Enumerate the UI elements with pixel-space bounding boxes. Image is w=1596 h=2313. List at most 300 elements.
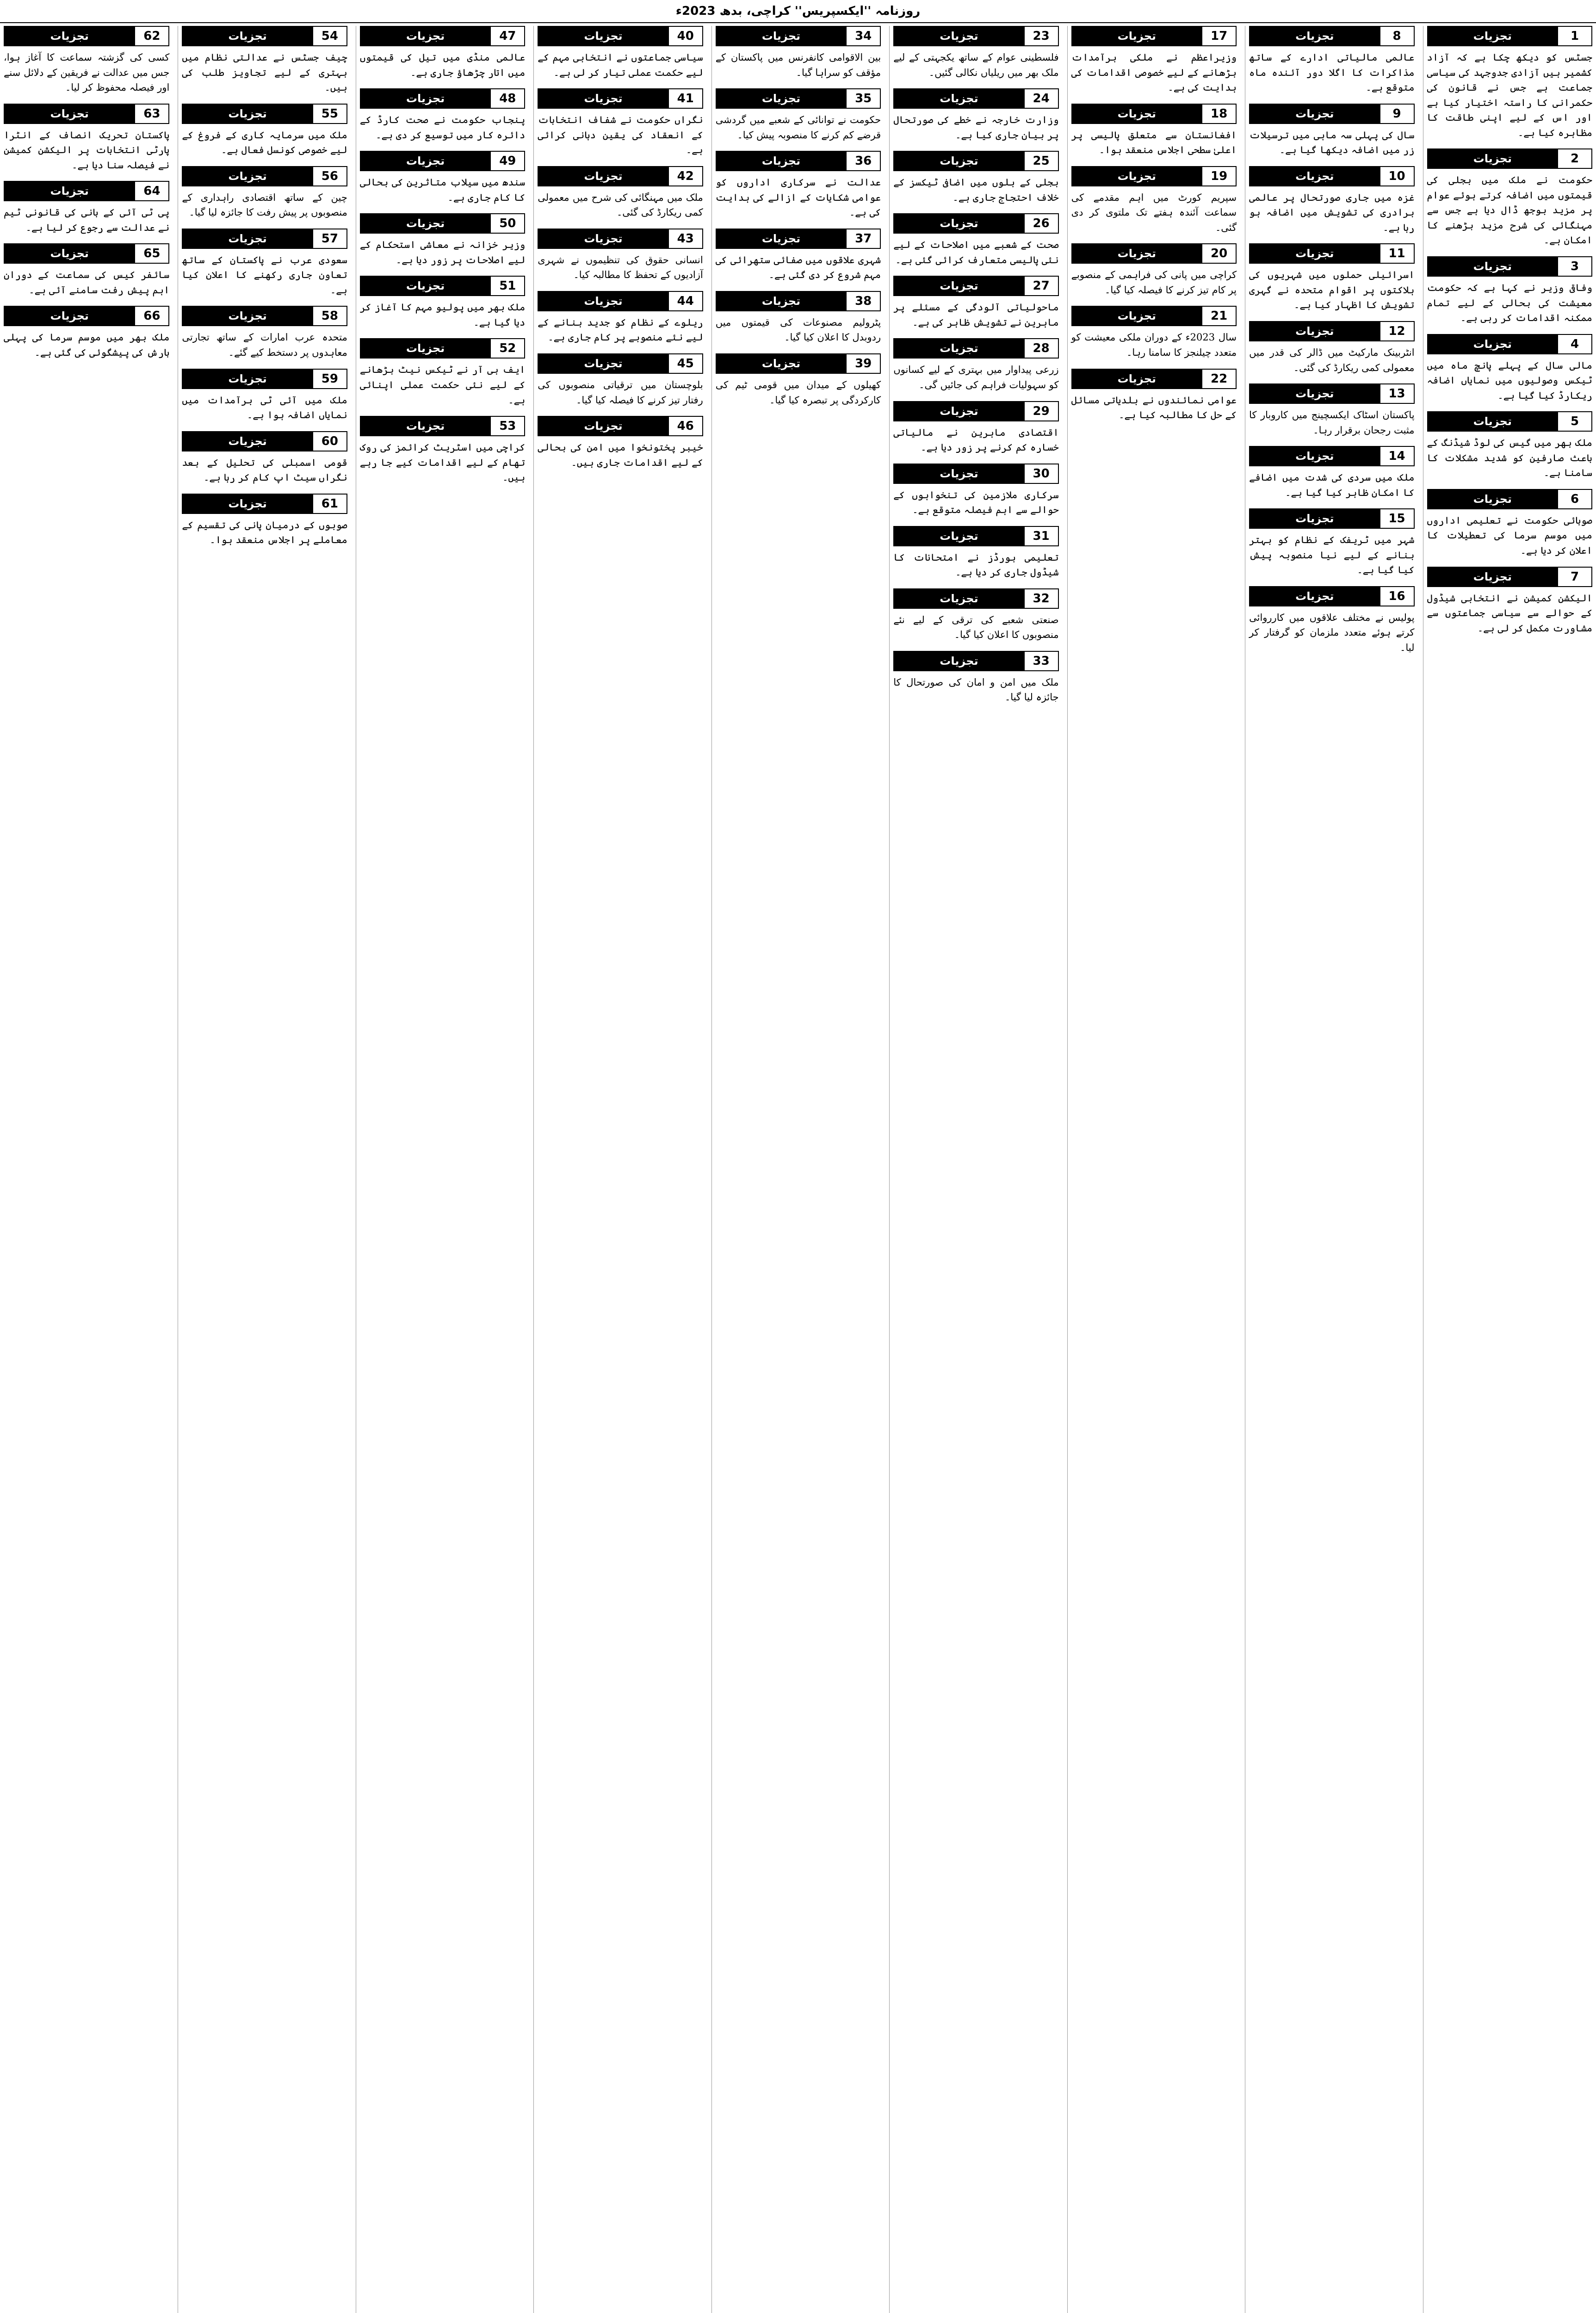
article-body: اقتصادی ماہرین نے مالیاتی خسارہ کم کرنے پر زور دیا ہے۔ xyxy=(893,427,1059,453)
page-masthead: روزنامہ ''ایکسپریس'' کراچی، بدھ 2023ء xyxy=(0,0,1596,23)
article-body: حکومت نے توانائی کے شعبے میں گردشی قرضے کم کرنے کا منصوبہ پیش کیا۔ xyxy=(715,114,881,141)
article-number: 33 xyxy=(1024,652,1058,670)
article-tag: تجزیات xyxy=(361,277,490,295)
article xyxy=(4,243,169,297)
article-number: 23 xyxy=(1024,27,1058,45)
article-body: پی ٹی آئی کے بانی کی قانونی ٹیم نے عدالت سے رجوع کر لیا ہے۔ xyxy=(4,207,170,233)
news-column xyxy=(1423,26,1596,2313)
article-tag: تجزیات xyxy=(894,339,1023,358)
article-number: 39 xyxy=(846,354,880,373)
article-body: ایف بی آر نے ٹیکس نیٹ بڑھانے کے لیے نئی حکمت عملی اپنائی ہے۔ xyxy=(359,364,526,406)
article-header xyxy=(360,151,525,171)
article-number: 37 xyxy=(846,229,880,248)
article xyxy=(893,464,1058,518)
article-tag: تجزیات xyxy=(538,417,668,435)
article-body: پاکستان تحریک انصاف کے انٹرا پارٹی انتخابات پر الیکشن کمیشن نے فیصلہ سنا دیا ہے۔ xyxy=(4,129,170,171)
article-tag: تجزیات xyxy=(1072,244,1201,263)
article-header xyxy=(538,26,703,46)
article-header xyxy=(1427,26,1592,46)
article-body: ملک میں سرمایہ کاری کے فروغ کے لیے خصوصی کونسل فعال ہے۔ xyxy=(182,129,347,156)
article xyxy=(1249,508,1414,578)
article-tag: تجزیات xyxy=(538,167,668,186)
article-tag: تجزیات xyxy=(361,27,490,45)
article xyxy=(893,88,1058,142)
article-tag: تجزیات xyxy=(1072,105,1201,123)
article-header xyxy=(716,88,881,109)
article-header xyxy=(538,88,703,109)
article-number: 30 xyxy=(1024,464,1058,483)
article-header xyxy=(893,401,1058,421)
article xyxy=(1427,148,1592,248)
article xyxy=(1071,243,1237,297)
article xyxy=(4,181,169,235)
article-header xyxy=(1427,334,1592,354)
article-tag: تجزیات xyxy=(538,292,668,310)
article-header xyxy=(893,526,1058,546)
article xyxy=(538,26,703,80)
article xyxy=(360,26,525,80)
article xyxy=(1071,104,1237,158)
article-number: 13 xyxy=(1379,384,1414,403)
article-header xyxy=(182,494,347,514)
article xyxy=(182,431,347,485)
article-number: 11 xyxy=(1379,244,1414,263)
article-tag: تجزیات xyxy=(1250,244,1379,263)
article-tag: تجزیات xyxy=(361,152,490,170)
article-header xyxy=(538,166,703,186)
article-number: 26 xyxy=(1024,214,1058,233)
article-tag: تجزیات xyxy=(717,354,846,373)
article-tag: تجزیات xyxy=(1250,105,1379,123)
article-tag: تجزیات xyxy=(894,464,1023,483)
article-header xyxy=(1249,508,1414,529)
article-header xyxy=(893,651,1058,671)
article-body: حکومت نے ملک میں بجلی کی قیمتوں میں اضافہ کرتے ہوئے عوام پر مزید بوجھ ڈال دیا ہے جس سے مہنگائی کی شرح مزید بڑھنے کا امکان ہے۔ xyxy=(1427,174,1592,246)
news-column xyxy=(356,26,529,2313)
article xyxy=(893,526,1058,580)
article-tag: تجزیات xyxy=(717,229,846,248)
article-number: 51 xyxy=(490,277,524,295)
article xyxy=(716,26,881,80)
article-number: 2 xyxy=(1557,149,1591,168)
article-number: 40 xyxy=(668,27,702,45)
article-body: وزارت خارجہ نے خطے کی صورتحال پر بیان جاری کیا ہے۔ xyxy=(893,114,1059,141)
article-body: سرکاری ملازمین کی تنخواہوں کے حوالے سے اہم فیصلہ متوقع ہے۔ xyxy=(893,489,1059,516)
article-body: تعلیمی بورڈز نے امتحانات کا شیڈول جاری کر دیا ہے۔ xyxy=(893,551,1059,578)
article-tag: تجزیات xyxy=(717,89,846,108)
article xyxy=(893,213,1058,267)
article-tag: تجزیات xyxy=(538,229,668,248)
article-body: ملک میں امن و امان کی صورتحال کا جائزہ لیا گیا۔ xyxy=(893,676,1059,703)
article xyxy=(893,651,1058,705)
article-body: ریلوے کے نظام کو جدید بنانے کے لیے نئے منصوبے پر کام جاری ہے۔ xyxy=(538,316,703,343)
article-body: صنعتی شعبے کی ترقی کے لیے نئے منصوبوں کا اعلان کیا گیا۔ xyxy=(893,614,1059,641)
article-tag: تجزیات xyxy=(5,27,134,45)
article-body: عالمی مالیاتی ادارے کے ساتھ مذاکرات کا اگلا دور آئندہ ماہ متوقع ہے۔ xyxy=(1249,52,1415,93)
article-body: صوبوں کے درمیان پانی کی تقسیم کے معاملے پر اجلاس منعقد ہوا۔ xyxy=(182,519,347,546)
article-number: 34 xyxy=(846,27,880,45)
article xyxy=(1249,26,1414,95)
article-number: 22 xyxy=(1201,370,1236,388)
article xyxy=(1427,26,1592,140)
article-tag: تجزیات xyxy=(894,527,1023,545)
article xyxy=(716,291,881,345)
article xyxy=(1427,411,1592,481)
article-tag: تجزیات xyxy=(538,89,668,108)
article-header xyxy=(893,151,1058,171)
article-tag: تجزیات xyxy=(1250,447,1379,465)
article-tag: تجزیات xyxy=(538,354,668,373)
article-number: 64 xyxy=(134,182,168,200)
article-tag: تجزیات xyxy=(894,89,1023,108)
article-header xyxy=(360,416,525,436)
article-header xyxy=(4,243,169,264)
article-body: انٹربینک مارکیٹ میں ڈالر کی قدر میں معمولی کمی ریکارڈ کی گئی۔ xyxy=(1249,347,1415,373)
article-header xyxy=(4,26,169,46)
article-number: 10 xyxy=(1379,167,1414,186)
article xyxy=(360,88,525,142)
article-body: چیف جسٹس نے عدالتی نظام میں بہتری کے لیے تجاویز طلب کی ہیں۔ xyxy=(182,52,347,93)
article xyxy=(1249,446,1414,500)
article xyxy=(1249,104,1414,158)
article-header xyxy=(1071,306,1237,326)
article xyxy=(716,229,881,283)
article-header xyxy=(1427,411,1592,432)
article xyxy=(538,166,703,220)
article-body: پاکستان اسٹاک ایکسچینج میں کاروبار کا مثبت رجحان برقرار رہا۔ xyxy=(1249,409,1415,436)
news-column xyxy=(533,26,706,2313)
article xyxy=(716,88,881,142)
article-tag: تجزیات xyxy=(361,89,490,108)
article-number: 17 xyxy=(1201,27,1236,45)
news-column xyxy=(711,26,885,2313)
article-body: ماحولیاتی آلودگی کے مسئلے پر ماہرین نے تشویش ظاہر کی ہے۔ xyxy=(893,302,1059,328)
article-header xyxy=(1427,148,1592,169)
article xyxy=(182,306,347,360)
article xyxy=(360,338,525,408)
article-body: وزیراعظم نے ملکی برآمدات بڑھانے کے لیے خصوصی اقدامات کی ہدایت کی ہے۔ xyxy=(1071,52,1237,93)
article-number: 44 xyxy=(668,292,702,310)
article-number: 9 xyxy=(1379,105,1414,123)
article-tag: تجزیات xyxy=(894,652,1023,670)
article-tag: تجزیات xyxy=(1428,27,1557,45)
article xyxy=(1249,383,1414,438)
article-header xyxy=(1249,383,1414,404)
news-column xyxy=(0,26,173,2313)
article-header xyxy=(893,88,1058,109)
article-number: 66 xyxy=(134,307,168,325)
article-body: عدالت نے سرکاری اداروں کو عوامی شکایات کے ازالے کی ہدایت کی ہے۔ xyxy=(715,177,881,218)
article-tag: تجزیات xyxy=(1072,167,1201,186)
article xyxy=(893,401,1058,455)
article-number: 61 xyxy=(312,495,346,513)
article-number: 58 xyxy=(312,307,346,325)
article-body: چین کے ساتھ اقتصادی راہداری کے منصوبوں پر پیش رفت کا جائزہ لیا گیا۔ xyxy=(182,192,347,218)
article xyxy=(1249,166,1414,235)
article-tag: تجزیات xyxy=(717,152,846,170)
article-number: 6 xyxy=(1557,490,1591,508)
article-number: 21 xyxy=(1201,307,1236,325)
article xyxy=(893,26,1058,80)
article-tag: تجزیات xyxy=(1428,568,1557,586)
article-header xyxy=(538,229,703,249)
article-tag: تجزیات xyxy=(183,27,312,45)
article-body: سال کی پہلی سہ ماہی میں ترسیلات زر میں اضافہ دیکھا گیا ہے۔ xyxy=(1249,129,1415,156)
article xyxy=(4,26,169,95)
article-tag: تجزیات xyxy=(1250,167,1379,186)
article-body: سال 2023ء کے دوران ملکی معیشت کو متعدد چیلنجز کا سامنا رہا۔ xyxy=(1071,332,1237,359)
article-body: عالمی منڈی میں تیل کی قیمتوں میں اتار چڑھاؤ جاری ہے۔ xyxy=(359,52,526,78)
article xyxy=(1071,166,1237,235)
article xyxy=(1071,369,1237,423)
article-body: سعودی عرب نے پاکستان کے ساتھ تعاون جاری رکھنے کا اعلان کیا ہے۔ xyxy=(182,254,347,296)
article-header xyxy=(716,291,881,311)
article-header xyxy=(1427,489,1592,509)
article-number: 56 xyxy=(312,167,346,186)
article-number: 47 xyxy=(490,27,524,45)
article-body: صوبائی حکومت نے تعلیمی اداروں میں موسم سرما کی تعطیلات کا اعلان کر دیا ہے۔ xyxy=(1427,514,1592,557)
article-number: 45 xyxy=(668,354,702,373)
article-tag: تجزیات xyxy=(1428,149,1557,168)
article-body: بلوچستان میں ترقیاتی منصوبوں کی رفتار تیز کرنے کا فیصلہ کیا گیا۔ xyxy=(538,379,703,406)
article-body: جسٹس کو دیکھ چکا ہے کہ آزاد کشمیر ہیں آزادی جدوجہد کی سیاسی جماعت ہے جس نے قانون کی حکمرانی کا راستہ اختیار کیا ہے اور اس کے لیے اپنی طاقت کا مظاہرہ کیا ہے۔ xyxy=(1427,52,1592,138)
article-tag: تجزیات xyxy=(183,432,312,451)
article-body: سائفر کیس کی سماعت کے دوران اہم پیش رفت سامنے آئی ہے۔ xyxy=(4,269,170,296)
article-number: 54 xyxy=(312,27,346,45)
article-header xyxy=(538,291,703,311)
article-tag: تجزیات xyxy=(183,370,312,388)
article xyxy=(360,416,525,485)
article-number: 19 xyxy=(1201,167,1236,186)
article-body: کراچی میں اسٹریٹ کرائمز کی روک تھام کے لیے اقدامات کیے جا رہے ہیں۔ xyxy=(359,442,526,483)
article-tag: تجزیات xyxy=(183,307,312,325)
article-tag: تجزیات xyxy=(1072,370,1201,388)
article xyxy=(1427,256,1592,326)
article-body: وزیر خزانہ نے معاشی استحکام کے لیے اصلاحات پر زور دیا ہے۔ xyxy=(359,239,526,266)
article-number: 3 xyxy=(1557,257,1591,276)
article-header xyxy=(182,306,347,326)
article-header xyxy=(893,338,1058,359)
article-header xyxy=(4,181,169,201)
article-header xyxy=(360,26,525,46)
article-number: 57 xyxy=(312,229,346,248)
article-body: عوامی نمائندوں نے بلدیاتی مسائل کے حل کا مطالبہ کیا ہے۔ xyxy=(1071,394,1237,421)
article-number: 62 xyxy=(134,27,168,45)
article-number: 38 xyxy=(846,292,880,310)
article-body: شہری علاقوں میں صفائی ستھرائی کی مہم شروع کر دی گئی ہے۔ xyxy=(715,254,881,281)
article-tag: تجزیات xyxy=(1428,257,1557,276)
article-header xyxy=(1071,243,1237,264)
article-header xyxy=(1249,26,1414,46)
article xyxy=(182,229,347,298)
article-header xyxy=(182,166,347,186)
article-body: خیبر پختونخوا میں امن کی بحالی کے لیے اقدامات جاری ہیں۔ xyxy=(538,442,703,468)
article-header xyxy=(182,229,347,249)
article xyxy=(538,88,703,158)
article-number: 48 xyxy=(490,89,524,108)
article-number: 5 xyxy=(1557,412,1591,431)
article xyxy=(182,104,347,158)
article xyxy=(1071,26,1237,95)
article xyxy=(1071,306,1237,360)
article-body: پٹرولیم مصنوعات کی قیمتوں میں ردوبدل کا اعلان کیا گیا۔ xyxy=(715,316,881,343)
article-header xyxy=(1249,321,1414,341)
article xyxy=(1427,334,1592,403)
newspaper-sheet xyxy=(0,26,1596,2313)
article xyxy=(893,276,1058,330)
article xyxy=(538,416,703,470)
article-body: کھیلوں کے میدان میں قومی ٹیم کی کارکردگی پر تبصرہ کیا گیا۔ xyxy=(715,379,881,406)
article-header xyxy=(360,276,525,296)
article-tag: تجزیات xyxy=(183,229,312,248)
article-body: نگراں حکومت نے شفاف انتخابات کے انعقاد کی یقین دہانی کرائی ہے۔ xyxy=(538,114,703,156)
article-header xyxy=(1249,166,1414,186)
article-number: 29 xyxy=(1024,402,1058,421)
news-column xyxy=(889,26,1062,2313)
article-tag: تجزیات xyxy=(538,27,668,45)
news-column xyxy=(1067,26,1240,2313)
article xyxy=(538,229,703,283)
article xyxy=(360,151,525,205)
article-header xyxy=(893,588,1058,609)
article-header xyxy=(1071,166,1237,186)
article-body: انسانی حقوق کی تنظیموں نے شہری آزادیوں کے تحفظ کا مطالبہ کیا۔ xyxy=(538,254,703,281)
article-tag: تجزیات xyxy=(361,339,490,358)
article xyxy=(1249,586,1414,656)
article-body: پنجاب حکومت نے صحت کارڈ کے دائرہ کار میں توسیع کر دی ہے۔ xyxy=(359,114,526,141)
article xyxy=(1249,243,1414,313)
article-number: 60 xyxy=(312,432,346,451)
article-number: 46 xyxy=(668,417,702,435)
article-header xyxy=(360,213,525,234)
article-tag: تجزیات xyxy=(361,417,490,435)
article-body: کراچی میں پانی کی فراہمی کے منصوبے پر کام تیز کرنے کا فیصلہ کیا گیا۔ xyxy=(1071,269,1237,296)
article-header xyxy=(893,26,1058,46)
article-number: 65 xyxy=(134,244,168,263)
article-number: 50 xyxy=(490,214,524,233)
article-tag: تجزیات xyxy=(1250,509,1379,528)
article-number: 36 xyxy=(846,152,880,170)
article-tag: تجزیات xyxy=(5,182,134,200)
article-number: 49 xyxy=(490,152,524,170)
news-column xyxy=(178,26,351,2313)
article-tag: تجزیات xyxy=(894,214,1023,233)
article-number: 14 xyxy=(1379,447,1414,465)
article-tag: تجزیات xyxy=(1250,322,1379,340)
article-number: 35 xyxy=(846,89,880,108)
article-header xyxy=(716,26,881,46)
article-body: الیکشن کمیشن نے انتخابی شیڈول کے حوالے سے سیاسی جماعتوں سے مشاورت مکمل کر لی ہے۔ xyxy=(1427,592,1592,634)
news-column xyxy=(1245,26,1418,2313)
article-number: 28 xyxy=(1024,339,1058,358)
article-number: 25 xyxy=(1024,152,1058,170)
article-number: 42 xyxy=(668,167,702,186)
article xyxy=(1427,567,1592,636)
article-header xyxy=(182,104,347,124)
article xyxy=(716,353,881,408)
article-header xyxy=(716,151,881,171)
article-header xyxy=(1249,586,1414,606)
article-header xyxy=(1427,256,1592,277)
article-header xyxy=(182,26,347,46)
article-header xyxy=(1071,369,1237,389)
article-body: پولیس نے مختلف علاقوں میں کارروائی کرتے ہوئے متعدد ملزمان کو گرفتار کر لیا۔ xyxy=(1249,612,1415,654)
article-body: ملک میں آئی ٹی برآمدات میں نمایاں اضافہ ہوا ہے۔ xyxy=(182,394,347,421)
article-number: 12 xyxy=(1379,322,1414,340)
article xyxy=(360,213,525,267)
article-tag: تجزیات xyxy=(894,152,1023,170)
article-number: 59 xyxy=(312,370,346,388)
article-number: 15 xyxy=(1379,509,1414,528)
article xyxy=(182,494,347,548)
article-header xyxy=(538,353,703,374)
article xyxy=(4,104,169,173)
article-number: 27 xyxy=(1024,277,1058,295)
article-body: متحدہ عرب امارات کے ساتھ تجارتی معاہدوں پر دستخط کیے گئے۔ xyxy=(182,332,347,359)
article-body: شہر میں ٹریفک کے نظام کو بہتر بنانے کے لیے نیا منصوبہ پیش کیا گیا ہے۔ xyxy=(1249,534,1415,576)
article-header xyxy=(1071,26,1237,46)
article-tag: تجزیات xyxy=(1250,384,1379,403)
article-body: زرعی پیداوار میں بہتری کے لیے کسانوں کو سہولیات فراہم کی جائیں گی۔ xyxy=(893,364,1059,391)
article-tag: تجزیات xyxy=(361,214,490,233)
article-tag: تجزیات xyxy=(183,105,312,123)
article-header xyxy=(1249,104,1414,124)
article-tag: تجزیات xyxy=(1250,27,1379,45)
article-tag: تجزیات xyxy=(5,105,134,123)
article-header xyxy=(1071,104,1237,124)
article-body: ملک میں سردی کی شدت میں اضافے کا امکان ظاہر کیا گیا ہے۔ xyxy=(1249,472,1415,498)
article-tag: تجزیات xyxy=(1428,412,1557,431)
article xyxy=(182,26,347,95)
article-number: 32 xyxy=(1024,589,1058,608)
article-tag: تجزیات xyxy=(1072,27,1201,45)
article xyxy=(1427,489,1592,558)
article-body: سندھ میں سیلاب متاثرین کی بحالی کا کام جاری ہے۔ xyxy=(359,177,526,203)
article-number: 55 xyxy=(312,105,346,123)
article xyxy=(716,151,881,220)
article xyxy=(538,353,703,408)
article xyxy=(4,306,169,360)
article-body: بجلی کے بلوں میں اضافی ٹیکسز کے خلاف احتجاج جاری ہے۔ xyxy=(893,177,1059,203)
article-body: ملک بھر میں گیس کی لوڈ شیڈنگ کے باعث صارفین کو شدید مشکلات کا سامنا ہے۔ xyxy=(1427,437,1592,479)
article-tag: تجزیات xyxy=(1072,307,1201,325)
article-body: اسرائیلی حملوں میں شہریوں کی ہلاکتوں پر اقوام متحدہ نے گہری تشویش کا اظہار کیا ہے۔ xyxy=(1249,269,1415,311)
article xyxy=(182,369,347,423)
article-number: 4 xyxy=(1557,335,1591,353)
article-number: 20 xyxy=(1201,244,1236,263)
article-body: فلسطینی عوام کے ساتھ یکجہتی کے لیے ملک بھر میں ریلیاں نکالی گئیں۔ xyxy=(893,52,1059,78)
article-body: غزہ میں جاری صورتحال پر عالمی برادری کی تشویش میں اضافہ ہو رہا ہے۔ xyxy=(1249,192,1415,233)
article-body: کسی کی گزشتہ سماعت کا آغاز ہوا، جس میں عدالت نے فریقین کے دلائل سنے اور فیصلہ محفوظ کر لیا۔ xyxy=(4,52,170,93)
article-number: 16 xyxy=(1379,587,1414,606)
article-tag: تجزیات xyxy=(894,27,1023,45)
article xyxy=(893,338,1058,392)
article-body: ملک بھر میں موسم سرما کی پہلی بارش کی پیشگوئی کی گئی ہے۔ xyxy=(4,332,170,359)
article-number: 31 xyxy=(1024,527,1058,545)
article-tag: تجزیات xyxy=(894,277,1023,295)
article-header xyxy=(538,416,703,436)
article-number: 53 xyxy=(490,417,524,435)
article-tag: تجزیات xyxy=(183,495,312,513)
article xyxy=(893,588,1058,643)
article-number: 18 xyxy=(1201,105,1236,123)
article xyxy=(538,291,703,345)
article-body: مالی سال کے پہلے پانچ ماہ میں ٹیکس وصولیوں میں نمایاں اضافہ ریکارڈ کیا گیا ہے۔ xyxy=(1427,359,1592,401)
article-header xyxy=(893,276,1058,296)
article-tag: تجزیات xyxy=(1428,490,1557,508)
article-tag: تجزیات xyxy=(1250,587,1379,606)
article-number: 8 xyxy=(1379,27,1414,45)
